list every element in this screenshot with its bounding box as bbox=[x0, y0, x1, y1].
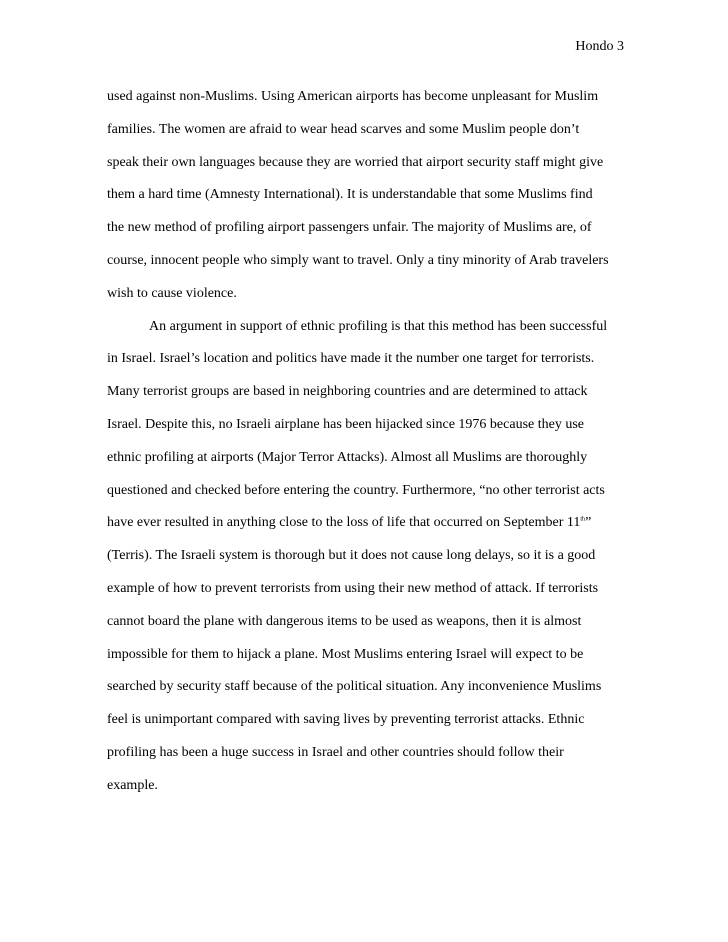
text-segment: have ever resulted in anything close to the loss of life that occurred on September 11 bbox=[107, 515, 581, 531]
ordinal-superscript: th bbox=[580, 516, 586, 523]
text-line: course, innocent people who simply want to travel. Only a tiny minority of Arab travelers bbox=[107, 252, 609, 268]
text-line: questioned and checked before entering the country. Furthermore, “no other terrorist acts bbox=[107, 482, 605, 498]
document-body bbox=[107, 81, 627, 803]
text-line: An argument in support of ethnic profiling is that this method has been successful bbox=[149, 318, 608, 334]
running-head: Hondo 3 bbox=[575, 39, 624, 54]
text-line: families. The women are afraid to wear head scarves and some Muslim people don’t bbox=[107, 121, 580, 137]
text-line: used against non-Muslims. Using American airports has become unpleasant for Muslim bbox=[107, 89, 599, 104]
text-line: example. bbox=[107, 777, 158, 793]
text-line: cannot board the plane with dangerous items to be used as weapons, then it is almost bbox=[107, 613, 582, 629]
text-line: searched by security staff because of the political situation. Any inconvenience Muslims bbox=[107, 679, 602, 695]
text-line: them a hard time (Amnesty International). It is understandable that some Muslims find bbox=[107, 187, 593, 203]
text-line bbox=[107, 507, 627, 540]
text-line: feel is unimportant compared with saving lives by preventing terrorist attacks. Ethnic bbox=[107, 712, 585, 728]
text-line: wish to cause violence. bbox=[107, 285, 237, 301]
text-segment: ” bbox=[585, 515, 592, 531]
text-line: example of how to prevent terrorists from using their new method of attack. If terrorists bbox=[107, 580, 599, 596]
text-line: profiling has been a huge success in Israel and other countries should follow their bbox=[107, 744, 564, 760]
text-line: Many terrorist groups are based in neighboring countries and are determined to attack bbox=[107, 384, 588, 400]
text-line: (Terris). The Israeli system is thorough but it does not cause long delays, so it is a good bbox=[107, 548, 596, 564]
text-line: the new method of profiling airport passengers unfair. The majority of Muslims are, of bbox=[107, 220, 592, 236]
text-line: ethnic profiling at airports (Major Terror Attacks). Almost all Muslims are thoroughly bbox=[107, 449, 588, 465]
text-line: speak their own languages because they are worried that airport security staff might give bbox=[107, 154, 604, 170]
text-line: in Israel. Israel’s location and politics have made it the number one target for terrorists. bbox=[107, 351, 595, 367]
text-line: impossible for them to hijack a plane. Most Muslims entering Israel will expect to be bbox=[107, 646, 584, 662]
text-line: Israel. Despite this, no Israeli airplane has been hijacked since 1976 because they use bbox=[107, 416, 584, 432]
